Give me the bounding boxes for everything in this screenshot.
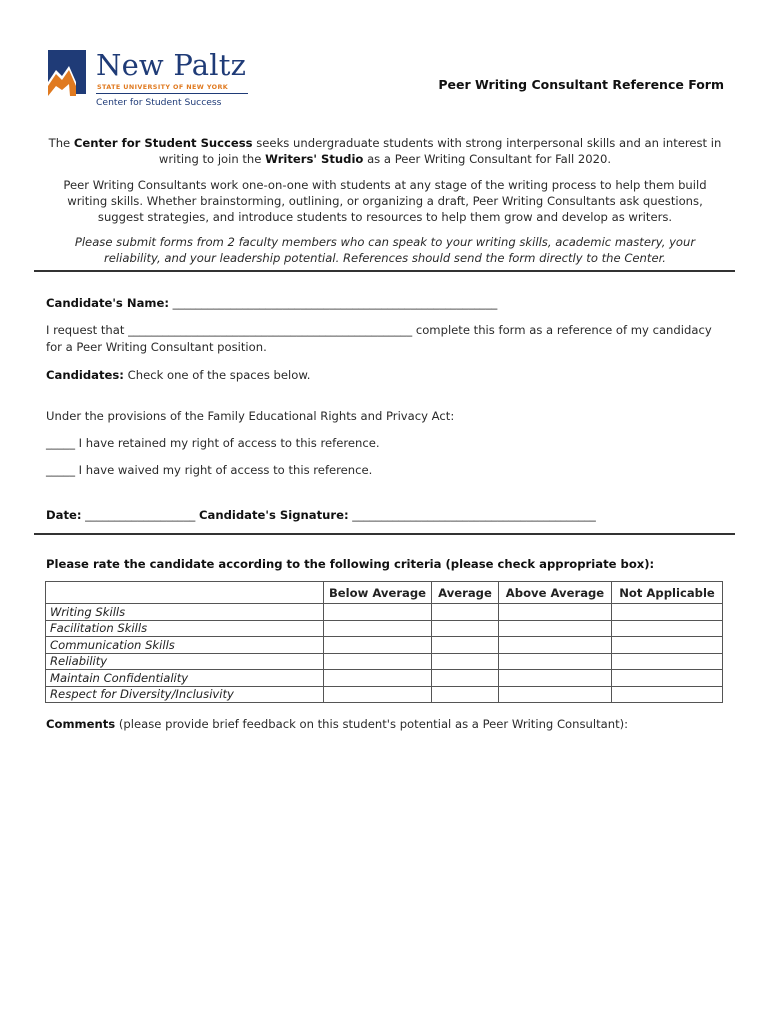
- column-header: Below Average: [324, 582, 432, 604]
- rating-checkbox-cell[interactable]: [612, 637, 723, 654]
- column-header: Above Average: [499, 582, 612, 604]
- criterion-label: Communication Skills: [46, 637, 324, 654]
- rating-table: [45, 581, 723, 703]
- rating-checkbox-cell[interactable]: [324, 604, 432, 621]
- rating-checkbox-cell[interactable]: [499, 653, 612, 670]
- rating-checkbox-cell[interactable]: [499, 620, 612, 637]
- criterion-label: Respect for Diversity/Inclusivity: [46, 686, 324, 703]
- criterion-label: Reliability: [46, 653, 324, 670]
- rating-checkbox-cell[interactable]: [324, 653, 432, 670]
- column-header: Not Applicable: [612, 582, 723, 604]
- table-row: [46, 604, 723, 621]
- candidates-instruction: Candidates: Check one of the spaces below.: [46, 368, 311, 382]
- rating-checkbox-cell[interactable]: [499, 686, 612, 703]
- ferpa-statement: Under the provisions of the Family Educational Rights and Privacy Act:: [46, 409, 455, 423]
- rating-checkbox-cell[interactable]: [324, 686, 432, 703]
- form-title: Peer Writing Consultant Reference Form: [438, 77, 724, 92]
- intro-paragraph-2: Peer Writing Consultants work one-on-one with students at any stage of the writing process to help them build writing skills. Whether brainstorming, outlining, or organizing a draft, Peer Writing Consultants ask questions, suggest strategies, and introduce students to resources to help them grow and develop as writers.: [63, 178, 707, 224]
- rating-checkbox-cell[interactable]: [432, 686, 499, 703]
- rating-checkbox-cell[interactable]: [324, 637, 432, 654]
- rating-header-row: [46, 582, 723, 604]
- rating-checkbox-cell[interactable]: [612, 604, 723, 621]
- comments-prompt: Comments (please provide brief feedback on this student's potential as a Peer Writing Consultant):: [46, 717, 629, 731]
- table-row: [46, 637, 723, 654]
- logo-wordmark: New Paltz: [96, 48, 247, 82]
- rating-checkbox-cell[interactable]: [612, 670, 723, 687]
- rating-prompt: Please rate the candidate according to the following criteria (please check appropriate box):: [46, 557, 655, 571]
- date-signature-line[interactable]: Date: ___________________ Candidate's Signature: __________________________________________: [46, 508, 596, 522]
- rating-checkbox-cell[interactable]: [432, 604, 499, 621]
- new-paltz-logo: [46, 46, 256, 116]
- section-divider-2: [34, 533, 735, 535]
- rating-checkbox-cell[interactable]: [324, 620, 432, 637]
- rating-checkbox-cell[interactable]: [499, 637, 612, 654]
- section-divider: [34, 270, 735, 272]
- criterion-label: Maintain Confidentiality: [46, 670, 324, 687]
- retained-access-option[interactable]: _____ I have retained my right of access to this reference.: [46, 436, 380, 450]
- comments-area[interactable]: [46, 740, 722, 1000]
- rating-checkbox-cell[interactable]: [432, 670, 499, 687]
- column-header: Average: [432, 582, 499, 604]
- rating-checkbox-cell[interactable]: [612, 686, 723, 703]
- rating-checkbox-cell[interactable]: [324, 670, 432, 687]
- criterion-label: Facilitation Skills: [46, 620, 324, 637]
- instructions-paragraph: Please submit forms from 2 faculty members who can speak to your writing skills, academic mastery, your reliability, and your leadership potential. References should send the form directly to the Center.: [74, 235, 696, 265]
- mountain-logo-icon: [46, 46, 94, 98]
- table-row: [46, 653, 723, 670]
- rating-checkbox-cell[interactable]: [432, 620, 499, 637]
- criterion-label: Writing Skills: [46, 604, 324, 621]
- rating-checkbox-cell[interactable]: [612, 653, 723, 670]
- candidate-name-line[interactable]: Candidate's Name: ________________________________________________________: [46, 296, 498, 310]
- logo-subtitle: STATE UNIVERSITY OF NEW YORK: [97, 83, 229, 91]
- table-row: [46, 670, 723, 687]
- rating-checkbox-cell[interactable]: [499, 670, 612, 687]
- logo-center-name: Center for Student Success: [96, 97, 222, 108]
- rating-checkbox-cell[interactable]: [432, 637, 499, 654]
- criteria-header: [46, 582, 324, 604]
- waived-access-option[interactable]: _____ I have waived my right of access to this reference.: [46, 463, 373, 477]
- request-line[interactable]: I request that _________________________________________________ complete this form as a reference of my candidacy for a Peer Writing Consultant position.: [46, 323, 712, 354]
- rating-checkbox-cell[interactable]: [499, 604, 612, 621]
- table-row: [46, 686, 723, 703]
- table-row: [46, 620, 723, 637]
- logo-divider: [96, 93, 248, 94]
- intro-paragraph-1: The Center for Student Success seeks undergraduate students with strong interpersonal skills and an interest in writing to join the Writers' Studio as a Peer Writing Consultant for Fall 2020.: [48, 136, 722, 166]
- rating-checkbox-cell[interactable]: [612, 620, 723, 637]
- rating-checkbox-cell[interactable]: [432, 653, 499, 670]
